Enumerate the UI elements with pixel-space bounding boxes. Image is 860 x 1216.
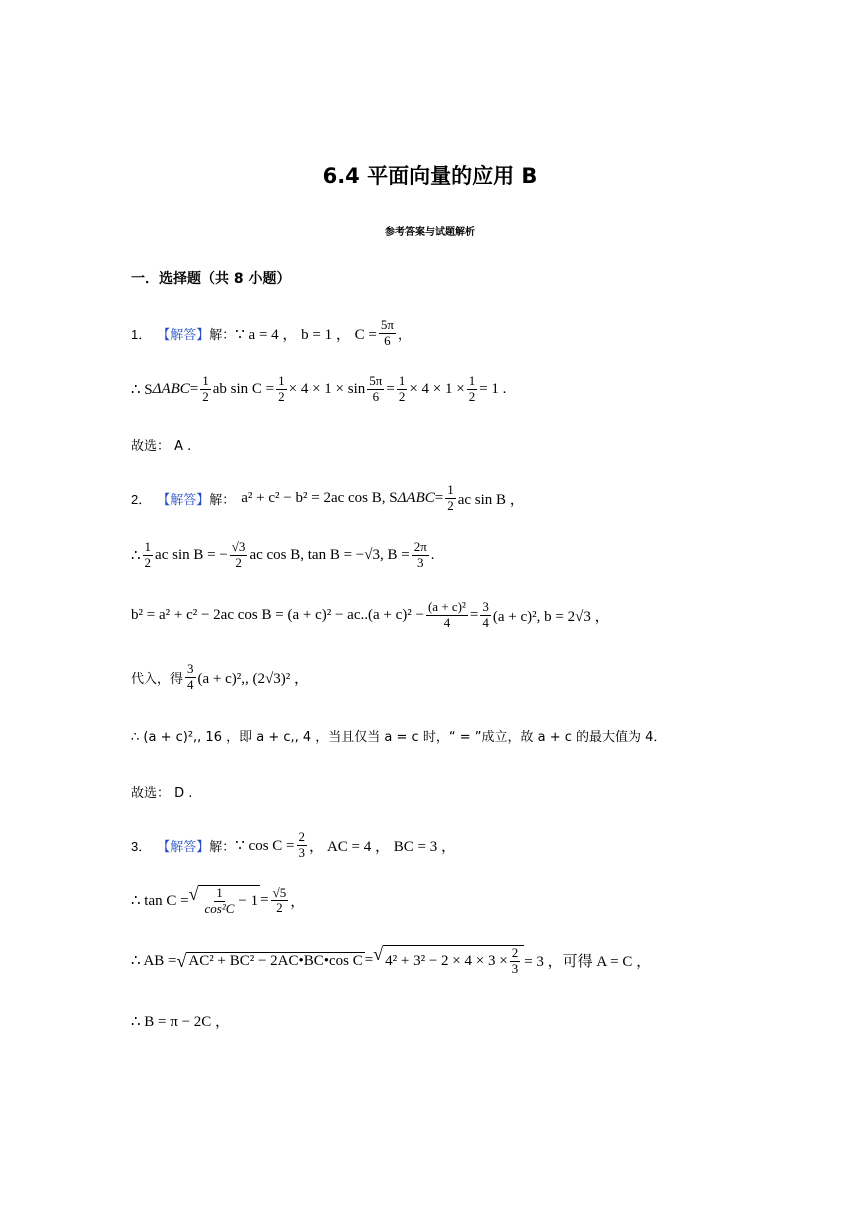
fraction: $\frac{1}{2}$ <box>278 373 285 404</box>
math: AC² + BC² − 2AC•BC•cos C <box>188 952 363 969</box>
p2-line3 <box>131 600 610 631</box>
p3-line3 <box>131 945 651 977</box>
page-subtitle: 参考答案与试题解析 <box>385 227 475 238</box>
fraction: $\frac{√5}{2}$ <box>272 884 287 916</box>
math: ac sin B = − <box>155 546 228 563</box>
math-sub: ΔABC <box>152 380 190 397</box>
problem-number: 3． <box>131 838 152 854</box>
fraction: $\frac{3}{4}$ <box>187 661 194 692</box>
jie-label: 解： <box>209 492 236 508</box>
math: (a + c)², b = 2√3 ， <box>492 608 610 625</box>
fraction: $\frac{\text{(a + c)²}}{4}$ <box>427 599 466 630</box>
math: ∴ S <box>131 381 153 398</box>
math: ∵ a = 4 ， b = 1 ， C = <box>235 326 377 343</box>
square-root <box>373 945 524 977</box>
math-sub: ΔABC <box>397 489 435 506</box>
math: × 4 × 1 × sin <box>288 380 366 397</box>
fraction: $\frac{1}{2}$ <box>144 539 152 570</box>
math: ∴ tan C = <box>131 893 189 910</box>
math: ∴ B = π − 2C ， <box>131 1014 231 1030</box>
math: × 4 × 1 × <box>409 380 465 397</box>
math: = <box>469 606 479 623</box>
fraction: $\frac{1}{\text{cos²C}}$ <box>204 885 235 916</box>
math: = <box>434 489 444 506</box>
fraction: $\frac{2\pi}{3}$ <box>413 539 427 570</box>
fraction: $\frac{1}{2}$ <box>447 482 454 513</box>
math: = 3 ，可得 A = C ， <box>524 954 652 971</box>
math: = <box>386 380 395 397</box>
math: ， AC = 4 ， BC = 3 ， <box>309 838 456 855</box>
fraction: $\frac{1}{2}$ <box>202 373 209 404</box>
math: a² + c² − b² = 2ac cos B, S <box>241 489 398 506</box>
p1-line1 <box>131 318 411 349</box>
square-root <box>177 952 365 970</box>
punct: ， <box>397 327 411 343</box>
p3-line1 <box>131 830 456 861</box>
fraction: $\frac{3}{4}$ <box>482 599 489 630</box>
p1-line2 <box>131 374 506 405</box>
text: 代入，得 <box>131 671 184 687</box>
math: ， <box>290 894 306 911</box>
p2-line1 <box>131 483 525 514</box>
answer-tag: 【解答】 <box>157 327 210 343</box>
fraction: $\frac{1}{2}$ <box>468 373 476 404</box>
fraction: $\frac{1}{2}$ <box>398 373 406 404</box>
jie-label: 解： <box>209 839 236 855</box>
math: ∴ AB = <box>131 953 177 970</box>
fraction: $\frac{√3}{2}$ <box>231 539 246 570</box>
p3-line4 <box>131 1010 230 1031</box>
p2-line5: ∴ (a + c)²,, 16 ，即 a + c,, 4 ，当且仅当 a = c 时，“ = ”成立，故 a + c 的最大值为 4． <box>131 730 667 745</box>
math: ac sin B ， <box>457 491 525 508</box>
p3-line2 <box>131 885 305 917</box>
p2-line4 <box>131 662 309 693</box>
p2-line2 <box>131 540 435 571</box>
math: − 1 <box>238 892 259 909</box>
math: ab sin C = <box>212 380 275 397</box>
math: = <box>260 892 269 909</box>
fraction: $\frac{2}{3}$ <box>298 829 306 860</box>
radical-sign: √ <box>373 944 384 964</box>
math: 4² + 3² − 2 × 4 × 3 × <box>385 952 508 969</box>
radical-sign: √ <box>188 884 199 904</box>
page-title: 6.4 平面向量的应用 B <box>322 164 538 188</box>
jie-label: 解： <box>209 327 236 343</box>
p2-choice: 故选： D . <box>131 786 193 801</box>
math: = 1 . <box>479 380 507 397</box>
math: = <box>364 952 374 969</box>
square-root <box>189 885 261 917</box>
math: = <box>189 380 199 397</box>
fraction: $\frac{5\pi}{6}$ <box>369 373 383 404</box>
math: ∵ cos C = <box>235 837 295 854</box>
section-heading: 一．选择题（共 8 小题） <box>131 271 291 287</box>
math: b² = a² + c² − 2ac cos B = (a + c)² − ac..(a + c)² − <box>131 606 424 623</box>
answer-tag: 【解答】 <box>157 839 210 855</box>
math: . <box>430 546 435 563</box>
answer-tag: 【解答】 <box>157 492 210 508</box>
math: (a + c)²,, (2√3)² ， <box>197 670 309 687</box>
problem-number: 2． <box>131 491 152 507</box>
math: ∴ <box>131 547 141 564</box>
radical-sign: √ <box>176 950 187 971</box>
fraction: $\frac{2}{3}$ <box>511 945 519 976</box>
math: ac cos B, tan B = −√3, B = <box>249 546 410 563</box>
fraction: $\frac{5\pi}{6}$ <box>380 317 394 348</box>
problem-number: 1． <box>131 326 152 342</box>
p1-choice: 故选： A . <box>131 439 192 454</box>
